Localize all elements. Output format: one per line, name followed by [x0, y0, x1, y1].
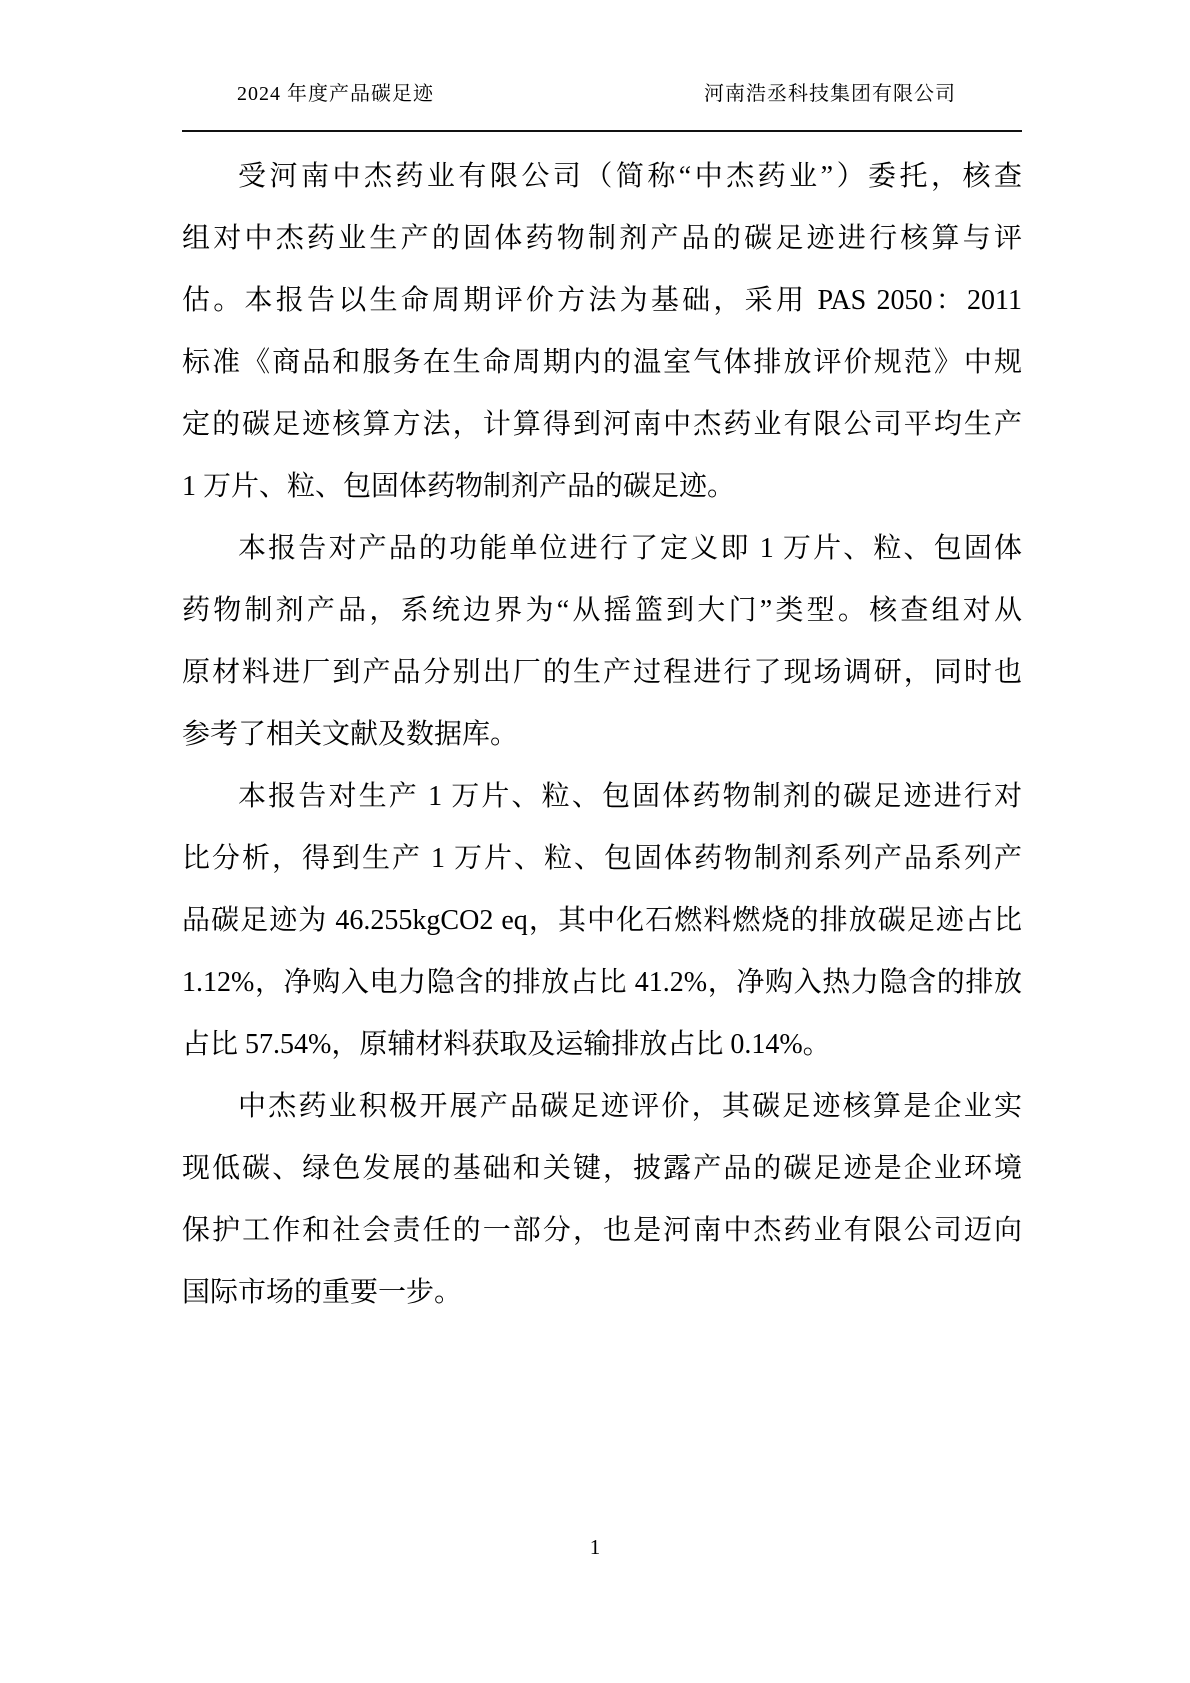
text-line: 组对中杰药业生产的固体药物制剂产品的碳足迹进行核算与评	[182, 223, 1022, 254]
text-line: 定的碳足迹核算方法，计算得到河南中杰药业有限公司平均生产	[182, 409, 1022, 440]
page-header	[182, 82, 1022, 132]
paragraph	[182, 518, 1022, 766]
text-line: 1 万片、粒、包固体药物制剂产品的碳足迹。	[182, 471, 736, 502]
document-body	[182, 146, 1022, 1324]
text-line: 现低碳、绿色发展的基础和关键，披露产品的碳足迹是企业环境	[182, 1153, 1022, 1184]
text-line: 占比 57.54%，原辅材料获取及运输排放占比 0.14%。	[182, 1029, 831, 1060]
paragraph	[182, 146, 1022, 518]
text-line: 本报告对生产 1 万片、粒、包固体药物制剂的碳足迹进行对	[238, 781, 1022, 812]
page-number: 1	[589, 1535, 601, 1559]
text-line: 比分析，得到生产 1 万片、粒、包固体药物制剂系列产品系列产	[182, 843, 1022, 874]
text-line: 保护工作和社会责任的一部分，也是河南中杰药业有限公司迈向	[182, 1215, 1022, 1246]
text-line: 估。本报告以生命周期评价方法为基础，采用 PAS 2050：2011	[182, 285, 1022, 316]
header-report-title: 2024 年度产品碳足迹	[237, 83, 434, 105]
text-line: 标准《商品和服务在生命周期内的温室气体排放评价规范》中规	[182, 347, 1022, 378]
text-line: 品碳足迹为 46.255kgCO2 eq，其中化石燃料燃烧的排放碳足迹占比	[182, 905, 1022, 936]
text-line: 原材料进厂到产品分别出厂的生产过程进行了现场调研，同时也	[182, 657, 1022, 688]
text-line: 中杰药业积极开展产品碳足迹评价，其碳足迹核算是企业实	[238, 1091, 1022, 1122]
text-line: 国际市场的重要一步。	[182, 1277, 463, 1308]
text-line: 本报告对产品的功能单位进行了定义即 1 万片、粒、包固体	[238, 533, 1022, 564]
page-header-row	[182, 82, 1022, 106]
paragraph	[182, 766, 1022, 1076]
header-company-name: 河南浩丞科技集团有限公司	[704, 83, 956, 105]
text-line: 受河南中杰药业有限公司（简称“中杰药业”）委托，核查	[238, 161, 1022, 192]
text-line: 1.12%，净购入电力隐含的排放占比 41.2%，净购入热力隐含的排放	[182, 967, 1022, 998]
page-footer	[0, 1534, 1190, 1560]
text-line: 药物制剂产品，系统边界为“从摇篮到大门”类型。核查组对从	[182, 595, 1022, 626]
paragraph	[182, 1076, 1022, 1324]
text-line: 参考了相关文献及数据库。	[182, 719, 519, 750]
